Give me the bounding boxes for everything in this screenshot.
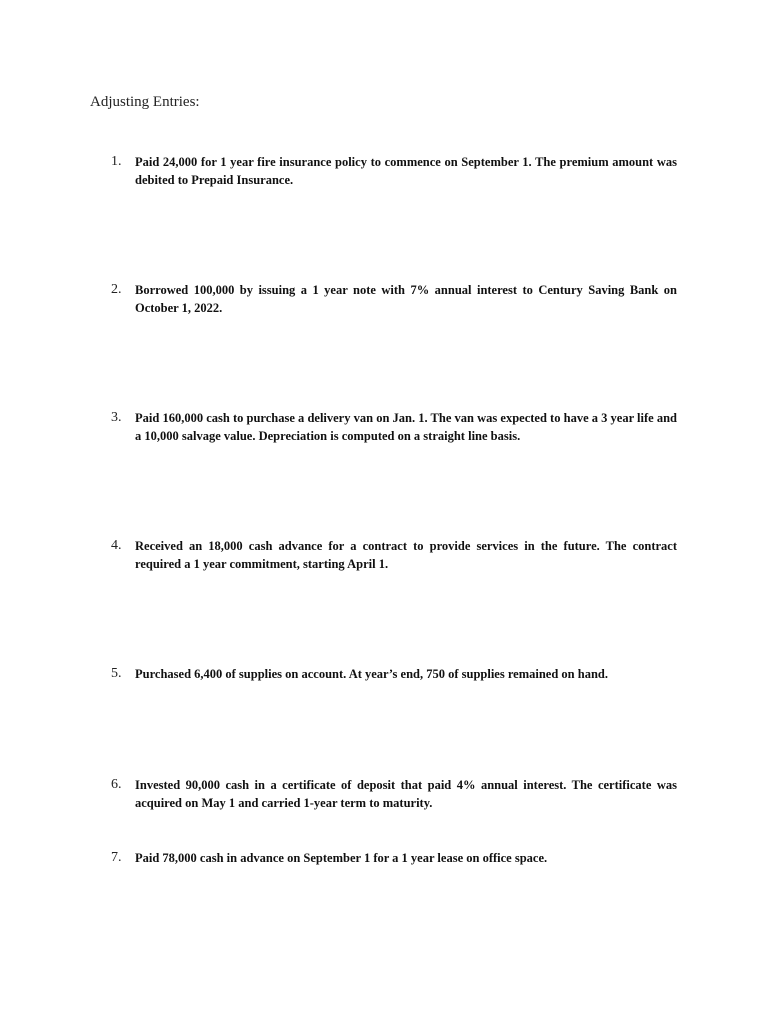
list-item-number: 3. (111, 410, 122, 425)
list-item (111, 409, 677, 445)
list-item-text: Paid 160,000 cash to purchase a delivery van on Jan. 1. The van was expected to have a 3 year life and a 10,000 salvage value. Depreciation is computed on a straight line basis. (135, 411, 677, 443)
document-title: Adjusting Entries: (90, 94, 200, 110)
list-item-number: 5. (111, 666, 122, 681)
list-item-number: 6. (111, 777, 122, 792)
list-item-text: Borrowed 100,000 by issuing a 1 year note with 7% annual interest to Century Saving Bank on October 1, 2022. (135, 283, 677, 315)
list-item (111, 665, 677, 683)
list-item (111, 153, 677, 189)
list-item (111, 776, 677, 812)
list-item-text: Invested 90,000 cash in a certificate of deposit that paid 4% annual interest. The certificate was acquired on May 1 and carried 1-year term to maturity. (135, 778, 677, 810)
list-item-text: Purchased 6,400 of supplies on account. At year’s end, 750 of supplies remained on hand. (135, 667, 608, 681)
list-item-number: 2. (111, 282, 122, 297)
list-item (111, 537, 677, 573)
list-item-text: Paid 78,000 cash in advance on September 1 for a 1 year lease on office space. (135, 851, 548, 865)
list-item-number: 4. (111, 538, 122, 553)
list-item (111, 849, 677, 867)
list-item-text: Received an 18,000 cash advance for a contract to provide services in the future. The contract required a 1 year commitment, starting April 1. (135, 539, 677, 571)
list-item (111, 281, 677, 317)
list-item-number: 7. (111, 850, 122, 865)
list-item-number: 1. (111, 154, 122, 169)
list-item-text: Paid 24,000 for 1 year fire insurance policy to commence on September 1. The premium amount was debited to Prepaid Insurance. (135, 155, 677, 187)
